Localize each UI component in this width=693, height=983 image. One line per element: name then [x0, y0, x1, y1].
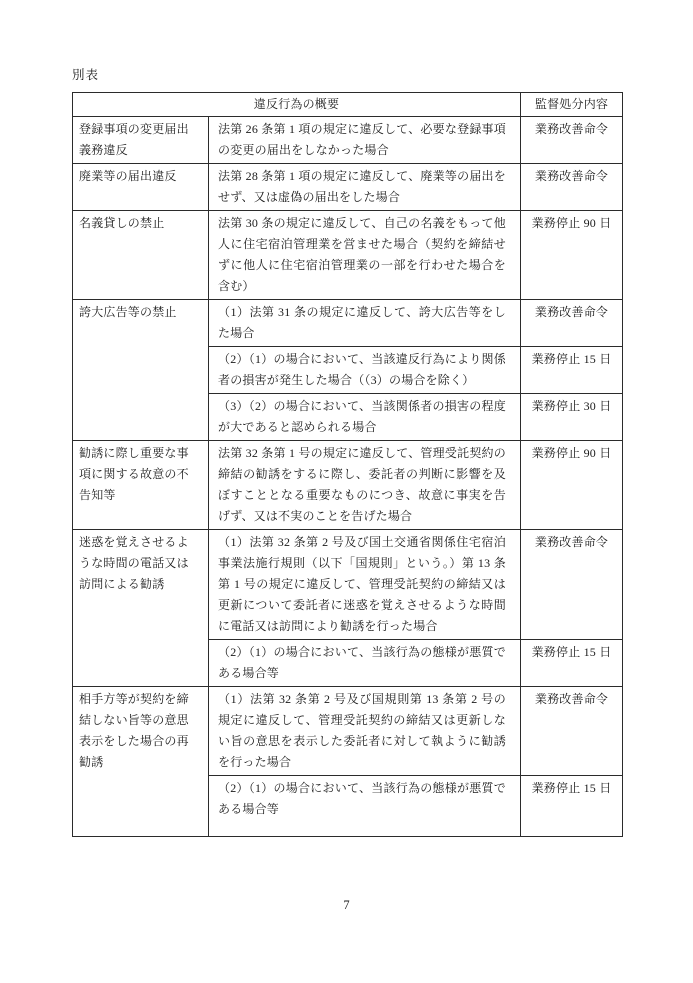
table-row: [73, 164, 623, 211]
description-cell: 法第 28 条第 1 項の規定に違反して、廃業等の届出をせず、又は虚偽の届出をした場合: [209, 164, 521, 211]
table-row: [73, 211, 623, 300]
disposition-cell: 業務改善命令: [521, 117, 623, 164]
description-cell: （2）（1）の場合において、当該行為の態様が悪質である場合等: [209, 776, 521, 837]
table-row: [73, 117, 623, 164]
description-cell: 法第 30 条の規定に違反して、自己の名義をもって他人に住宅宿泊管理業を営ませた場合（契約を締結せずに他人に住宅宿泊管理業の一部を行わせた場合を含む）: [209, 211, 521, 300]
disposition-cell: 業務停止 90 日: [521, 441, 623, 530]
description-cell: （1）法第 32 条第 2 号及び国土交通省関係住宅宿泊事業法施行規則（以下「国規則」という。）第 13 条第 1 号の規定に違反して、管理受託契約の締結又は更新について委託者に迷惑を覚えさせるような時間に電話又は訪問により勧誘を行った場合: [209, 530, 521, 640]
category-cell: 名義貸しの禁止: [73, 211, 209, 300]
table-row: [73, 441, 623, 530]
description-cell: （3）（2）の場合において、当該関係者の損害の程度が大であると認められる場合: [209, 394, 521, 441]
violation-table: [72, 92, 623, 837]
description-cell: （1）法第 31 条の規定に違反して、誇大広告等をした場合: [209, 300, 521, 347]
disposition-cell: 業務改善命令: [521, 687, 623, 776]
disposition-cell: 業務停止 15 日: [521, 640, 623, 687]
violation-overview-header: 違反行為の概要: [73, 93, 521, 117]
category-cell: 迷惑を覚えさせるような時間の電話又は訪問による勧誘: [73, 530, 209, 687]
category-cell: 相手方等が契約を締結しない旨等の意思表示をした場合の再勧誘: [73, 687, 209, 837]
disposition-cell: 業務停止 15 日: [521, 347, 623, 394]
description-cell: 法第 32 条第 1 号の規定に違反して、管理受託契約の締結の勧誘をするに際し、委託者の判断に影響を及ぼすこととなる重要なものにつき、故意に事実を告げず、又は不実のことを告げた場合: [209, 441, 521, 530]
category-cell: 誇大広告等の禁止: [73, 300, 209, 441]
table-row: [73, 530, 623, 640]
table-row: [73, 300, 623, 347]
description-cell: （2）（1）の場合において、当該行為の態様が悪質である場合等: [209, 640, 521, 687]
disposition-cell: 業務停止 90 日: [521, 211, 623, 300]
description-cell: （2）（1）の場合において、当該違反行為により関係者の損害が発生した場合（（3）の場合を除く）: [209, 347, 521, 394]
appendix-heading: 別表: [72, 68, 100, 82]
disposition-cell: 業務改善命令: [521, 300, 623, 347]
disposition-cell: 業務改善命令: [521, 164, 623, 211]
description-cell: 法第 26 条第 1 項の規定に違反して、必要な登録事項の変更の届出をしなかった場合: [209, 117, 521, 164]
disposition-cell: 業務停止 15 日: [521, 776, 623, 837]
disposition-cell: 業務改善命令: [521, 530, 623, 640]
disposition-cell: 業務停止 30 日: [521, 394, 623, 441]
table-header-row: [73, 93, 623, 117]
category-cell: 勧誘に際し重要な事項に関する故意の不告知等: [73, 441, 209, 530]
page-number: 7: [343, 898, 350, 912]
category-cell: 廃業等の届出違反: [73, 164, 209, 211]
disposition-header: 監督処分内容: [521, 93, 623, 117]
table-row: [73, 687, 623, 776]
category-cell: 登録事項の変更届出義務違反: [73, 117, 209, 164]
description-cell: （1）法第 32 条第 2 号及び国規則第 13 条第 2 号の規定に違反して、管理受託契約の締結又は更新しない旨の意思を表示した委託者に対して執ように勧誘を行った場合: [209, 687, 521, 776]
